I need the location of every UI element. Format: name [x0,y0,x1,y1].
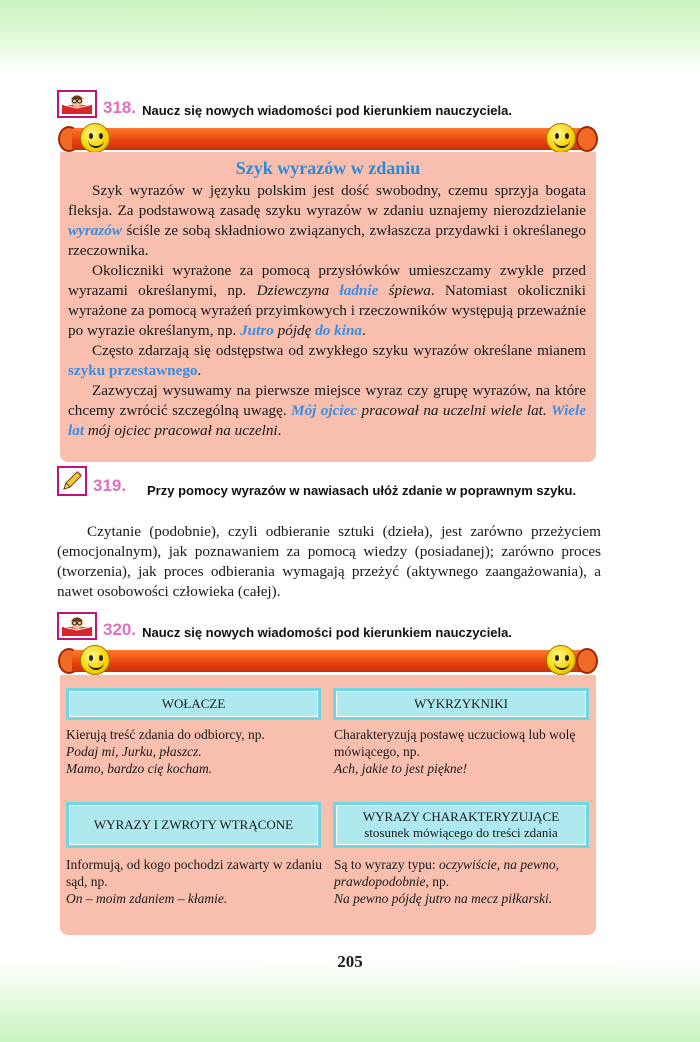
category-description: Charakteryzują postawę uczuciową lub wolę mówiącego, np. Ach, jakie to jest piękne! [334,727,576,776]
exercise-318-header [57,90,512,118]
category-box-modal-words: WYRAZY CHARAKTERYZUJĄCE stosunek mówiącego do treści zdania [333,802,589,848]
exercise-320-header [57,612,512,640]
top-green-band [0,0,700,72]
scroll-banner [58,123,598,155]
pencil-icon [57,466,87,496]
category-description: Są to wyrazy typu: oczywiście, na pewno, prawdopodobnie, np. Na pewno pójdę jutro na mecz piłkarski. [334,857,559,906]
smiley-icon [546,645,576,675]
smiley-icon [80,123,110,153]
category-box-interjections: WYKRZYKNIKI [333,688,589,720]
paragraph: Zazwyczaj wysuwamy na pierwsze miejsce wyraz czy grupę wyrazów, na które chcemy zwrócić szczególną uwagę. Mój ojciec pracował na uczelni wiele lat. Wiele lat mój ojciec pracował na uczelni. [68,382,586,439]
smiley-icon [80,645,110,675]
category-box-vocatives: WOŁACZE [66,688,321,720]
student-reading-icon [57,612,97,640]
exercise-319-text: Czytanie (podobnie), czyli odbieranie sztuki (dzieła), jest zarówno przeżyciem (emocjonalnym), jak poznawaniem za pomocą wiedzy (posiadanej); zarówno proces (tworzenia), jak proces odbierania wymagają przeżyć (aktywnego zaangażowania), a nawet osobowości człowieka (całej). [57,523,601,600]
exercise-number: 318. [103,98,137,117]
exercise-319-header [57,466,601,496]
bottom-green-band [0,962,700,1042]
exercise-instruction: Przy pomocy wyrazów w nawiasach ułóż zdanie w poprawnym szyku. [147,483,577,498]
page-number: 205 [337,952,363,971]
category-description: Informują, od kogo pochodzi zawarty w zdaniu sąd, np. On – moim zdaniem – kłamie. [66,857,323,906]
student-reading-icon [57,90,97,118]
paragraph: Często zdarzają się odstępstwa od zwykłego szyku wyrazów określane mianem szyku przestawnego. [68,342,586,379]
exercise-number: 320. [103,620,137,639]
panel-title: Szyk wyrazów w zdaniu [235,158,421,178]
rule-panel [60,152,596,462]
scroll-banner [58,645,598,677]
paragraph: Szyk wyrazów w języku polskim jest dość swobodny, czemu sprzyja bogata fleksja. Za podstawową zasadę szyku wyrazów w zdaniu uznajemy nierozdzielanie wyrazów ściśle ze sobą składniowo związanych, zwłaszcza przydawki i określanego rzeczownika. [68,182,586,259]
rule-text [60,181,596,441]
exercise-instruction: Naucz się nowych wiadomości pod kierunkiem nauczyciela. [142,625,512,640]
paragraph: Okoliczniki wyrażone za pomocą przysłówków umieszczamy zwykle przed wyrazami określanymi, np. Dziewczyna ładnie śpiewa. Natomiast okoliczniki wyrażone za pomocą wyrażeń przyimkowych i rzeczowników występują przeważnie po wyrazie określanym, np. Jutro pójdę do kina. [68,262,586,339]
category-description: Kierują treść zdania do odbiorcy, np. Podaj mi, Jurku, płaszcz. Mamo, bardzo cię kocham. [66,727,265,776]
category-box-parentheticals: WYRAZY I ZWROTY WTRĄCONE [66,802,321,848]
exercise-instruction: Naucz się nowych wiadomości pod kierunkiem nauczyciela. [142,103,512,118]
exercise-number: 319. [93,476,127,495]
smiley-icon [546,123,576,153]
